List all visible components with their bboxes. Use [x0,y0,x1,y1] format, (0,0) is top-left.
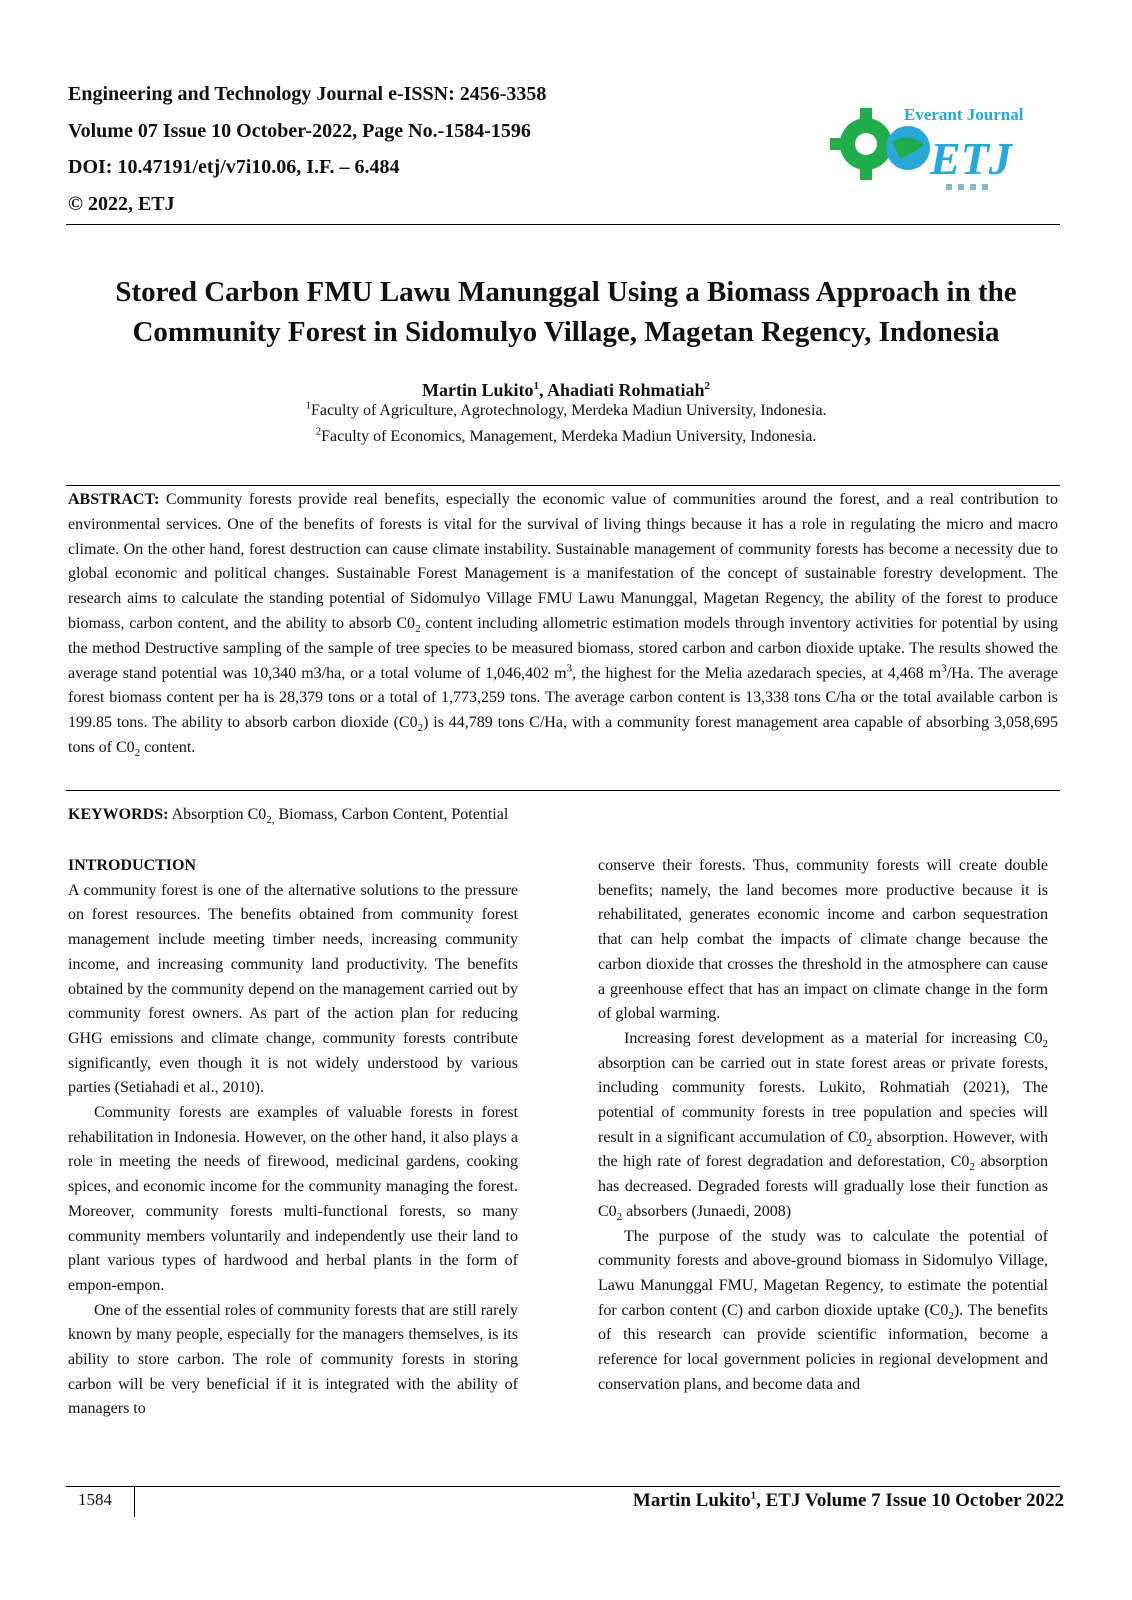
subscript: 2 [1042,1038,1048,1051]
footer-journal-info: , ETJ Volume 7 Issue 10 October 2022 [756,1490,1064,1511]
paragraph-text: absorption has decreased. Degraded forests will gradually lose their function as C0 [598,1153,1049,1220]
header-divider [66,224,1060,225]
abstract-label: ABSTRACT: [68,491,160,508]
subscript: 2 [969,1161,975,1174]
journal-issn-line: Engineering and Technology Journal e-ISSN: 2456-3358 [68,83,547,105]
author-2: Ahadiati Rohmatiah [547,380,705,400]
globe-icon [886,126,930,170]
paragraph: conserve their forests. Thus, community forests will create double benefits; namely, the land becomes more productive because it is rehabilitated, generates economic income and carbon sequestration that can help combat the impacts of climate change because the carbon dioxide that crosses the threshold in the atmosphere can cause a greenhouse effect that has an impact on climate change in the form of global warming. [598,857,1048,1023]
paragraph-text: ). The benefits of this research can provide scientific information, become a reference for local government policies in regional development and conservation plans, and become data and [598,1301,1048,1393]
title-line-1: Stored Carbon FMU Lawu Manunggal Using a Biomass Approach in the [115,276,1017,308]
paragraph [598,1225,1048,1398]
paragraph: Community forests are examples of valuable forests in forest rehabilitation in Indonesia. However, on the other hand, it also plays a role in meeting the needs of firewood, medicinal gardens, cooking spices, and economic income for the community managing the forest. Moreover, community forests multi-functional forests, so many community members voluntarily and independently use their land to plant various types of hardwood and herbal plants in the form of empon-empon. [68,1104,518,1294]
abstract-text: Community forests provide real benefits, especially the economic value of communities around the forest, and a real contribution to environmental services. One of the benefits of forests is vital for the survival of living things because it has a role in regulating the micro and macro climate. On the other hand, forest destruction can cause climate instability. Sustainable management of community forests has become a necessity due to global economic and political changes. Sustainable Forest Management is a manifestation of the concept of sustainable forestry development. The research aims to calculate the standing potential of Sidomulyo Village FMU Lawu Manunggal, Magetan Regency, the ability of the forest to produce biomass, carbon content, and the ability to absorb C0 [68,491,1058,632]
logo-subtitle: Everant Journal [904,105,1024,124]
paragraph: One of the essential roles of community forests that are still rarely known by many people, especially for the managers themselves, is its ability to store carbon. The role of community forests in storing carbon will be very beneficial if it is integrated with the ability of managers to [68,1301,518,1418]
title-line-2: Community Forest in Sidomulyo Village, Magetan Regency, Indonesia [132,316,1000,348]
author-1-affil-mark: 1 [533,380,539,392]
section-heading: INTRODUCTION [68,857,197,874]
subscript: 2 [417,722,424,735]
abstract-top-rule [66,485,1060,486]
keywords-text: Biomass, Carbon Content, Potential [274,806,509,823]
author-separator: , [538,380,547,400]
journal-volume-line: Volume 07 Issue 10 October-2022, Page No.-1584-1596 [68,119,531,142]
body-column-right [598,854,1048,1397]
subscript: 2 [866,1136,873,1149]
abstract-text: ) is 44,789 tons C/Ha, with a community forest management area capable of absorbing 3,058,695 tons of C0 [68,714,1058,756]
subscript: 2 [415,623,421,636]
abstract [68,488,1058,761]
affiliation-2 [66,425,1066,446]
affiliation-1-mark: 1 [305,399,311,412]
author-2-affil-mark: 2 [704,380,711,392]
paragraph-text: absorption can be carried out in state forest areas or private forests, including community forests. Lukito, Rohmatiah (2021), The potential of community forests in tree population and species will result in a significant accumulation of C0 [598,1054,1048,1146]
paragraph-text: absorption. However, with the high rate of forest degradation and deforestation, C0 [598,1128,1048,1171]
affiliation-2-mark: 2 [315,425,322,438]
paragraph: A community forest is one of the alternative solutions to the pressure on forest resources. The benefits obtained from community forest management include meeting timber needs, increasing community income, and increasing community land productivity. The benefits obtained by the community depend on the management carried out by community forest owners. As part of the action plan for reducing GHG emissions and climate change, community forests contribute significantly, even though it is not widely understood by various parties (Setiahadi et al., 2010). [68,881,518,1097]
superscript: 3 [566,662,573,675]
footer-author-mark: 1 [750,1489,757,1502]
abstract-text: content. [140,738,196,756]
subscript: 2 [616,1211,623,1224]
paper-title [66,272,1066,352]
abstract-bottom-rule [66,790,1060,791]
author-1: Martin Lukito [421,380,534,400]
paragraph [598,1027,1048,1225]
author-list [66,380,1066,401]
etj-logo [826,92,1046,202]
body-column-left [68,854,518,1422]
footer-citation [633,1490,1064,1512]
journal-header [68,76,668,222]
affiliation-2-text: Faculty of Economics, Management, Merdeka Madiun University, Indonesia. [321,428,817,445]
abstract-text: , the highest for the Melia azedarach species, at 4,468 m [572,664,942,682]
subscript: 2 [134,747,141,760]
page-number: 1584 [78,1490,112,1509]
paragraph-text: The purpose of the study was to calculate the potential of community forests and above-ground biomass in Sidomulyo Village, Lawu Manunggal FMU, Magetan Regency, to estimate the potential for carbon content (C) and carbon dioxide uptake (C0 [598,1227,1048,1319]
abstract-text: content including allometric estimation models through inventory activities for potential by using the method Destructive sampling of the sample of tree species to be measured biomass, stored carbon and carbon dioxide uptake. The results showed the average stand potential was 10,340 m3/ha, or a total volume of 1,046,402 m [68,614,1059,682]
subscript: 2 [948,1309,954,1322]
journal-copyright-line: © 2022, ETJ [68,192,175,215]
journal-doi-line: DOI: 10.47191/etj/v7i10.06, I.F. – 6.484 [68,156,400,178]
subscript: 2, [266,814,275,827]
logo-etj-text: ETJ [930,133,1012,184]
footer-divider [134,1487,135,1517]
affiliation-1-text: Faculty of Agriculture, Agrotechnology, Merdeka Madiun University, Indonesia. [310,402,827,419]
keywords-text: Absorption C0 [168,806,267,823]
superscript: 3 [941,662,947,675]
affiliation-1 [66,399,1066,420]
paragraph-text: Increasing forest development as a material for increasing C0 [624,1029,1043,1047]
keywords-label: KEYWORDS: [68,806,169,823]
footer-author: Martin Lukito [632,1490,751,1511]
abstract-text: /Ha. The average forest biomass content per ha is 28,379 tons or a total of 1,773,259 tons. The average carbon content is 13,338 tons C/ha or the total available carbon is 199.85 tons. The ability to absorb carbon dioxide (C0 [68,664,1059,732]
keywords [68,806,1058,827]
footer-rule [66,1486,1060,1487]
paragraph-text: absorbers (Junaedi, 2008) [622,1202,792,1220]
